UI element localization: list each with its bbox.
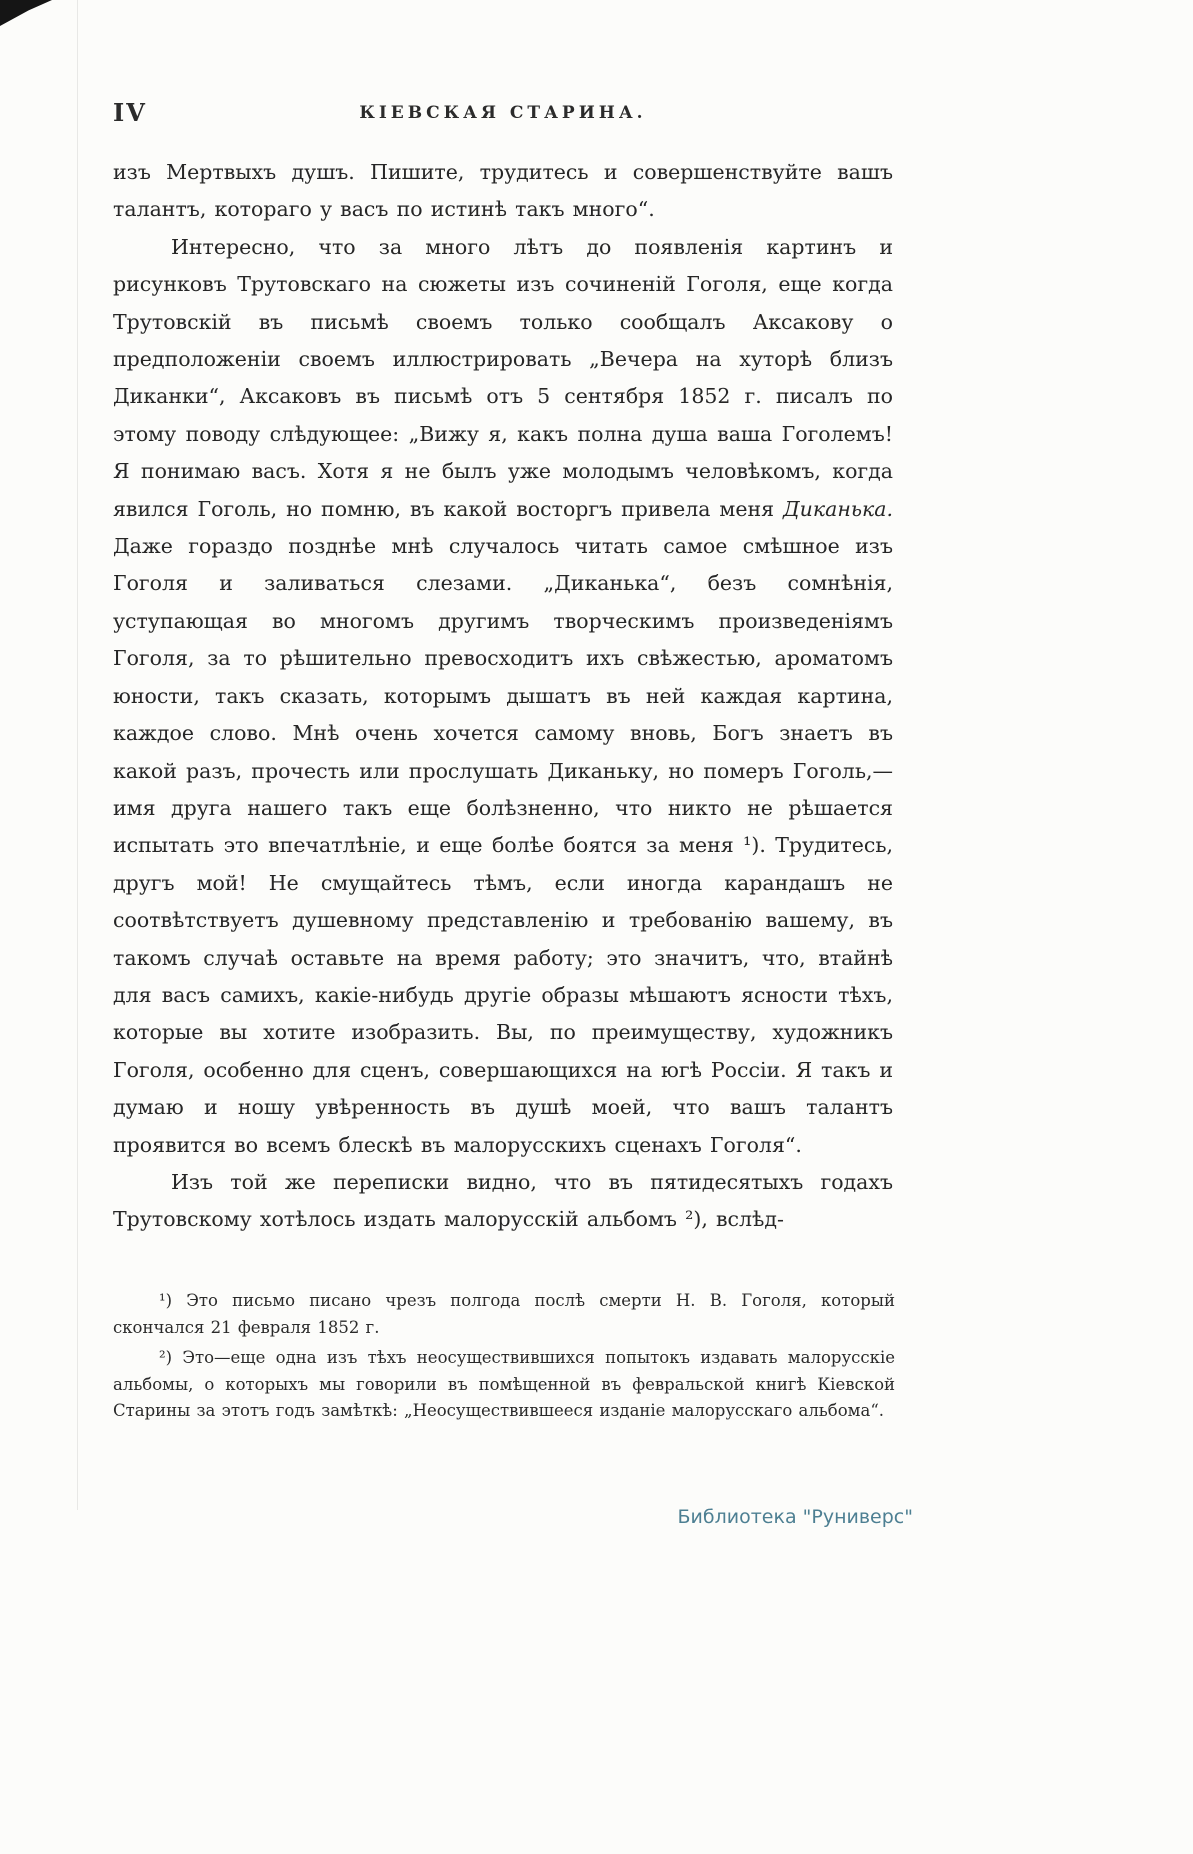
journal-title: КІЕВСКАЯ СТАРИНА.: [359, 103, 647, 123]
paragraph-text-italic: Диканька.: [783, 496, 893, 521]
footnotes-section: [113, 1288, 895, 1429]
body-text: [113, 154, 893, 1239]
scan-gutter-line: [77, 0, 78, 1510]
page-header: [113, 98, 893, 138]
paragraph-text: Изъ той же переписки видно, что въ пятидесятыхъ годахъ Трутовскому хотѣлось издать малорусскій альбомъ ²), вслѣд-: [113, 1169, 893, 1232]
paragraph-text: Даже гораздо позднѣе мнѣ случалось читать самое смѣшное изъ Гоголя и заливаться слезами. „Диканька“, безъ сомнѣнія, уступающая во многомъ другимъ творческимъ произведеніямъ Гоголя, за то рѣшительно превосходитъ ихъ свѣжестью, ароматомъ юности, такъ сказать, которымъ дышатъ въ ней каждая картина, каждое слово. Мнѣ очень хочется самому вновь, Богъ знаетъ въ какой разъ, прочесть или прослушать Диканьку, но померъ Гоголь,—имя друга нашего такъ еще болѣзненно, что никто не рѣшается испытать это впечатлѣніе, и еще болѣе боятся за меня ¹). Трудитесь, другъ мой! Не смущайтесь тѣмъ, если иногда карандашъ не соотвѣтствуетъ душевному представленію и требованію вашему, въ такомъ случаѣ оставьте на время работу; это значитъ, что, втайнѣ для васъ самихъ, какіе-нибудь другіе образы мѣшаютъ ясности тѣхъ, которые вы хотите изобразить. Вы, по преимуществу, художникъ Гоголя, особенно для сценъ, совершающихся на югѣ Россіи. Я такъ и думаю и ношу увѣренность въ душѣ моей, что вашъ талантъ проявится во всемъ блескѣ въ малорусскихъ сценахъ Гоголя“.: [113, 534, 893, 1157]
paragraph: [113, 229, 893, 1164]
footnote-2: ²) Это—еще одна изъ тѣхъ неосуществившихся попытокъ издавать малорусскіе альбомы, о которыхъ мы говорили въ помѣщенной въ февральской книгѣ Кіевской Старины за этотъ годъ замѣткѣ: „Неосуществившееся изданіе малорусскаго альбома“.: [113, 1348, 895, 1421]
paragraph-continuation: [113, 154, 893, 229]
paragraph-text: Интересно, что за много лѣтъ до появленія картинъ и рисунковъ Трутовскаго на сюжеты изъ сочиненій Гоголя, еще когда Трутовскій въ письмѣ своемъ только сообщалъ Аксакову о предположеніи своемъ иллюстрировать „Вечера на хуторѣ близъ Диканки“, Аксаковъ въ письмѣ отъ 5 сентября 1852 г. писалъ по этому поводу слѣдующее: „Вижу я, какъ полна душа ваша Гоголемъ! Я понимаю васъ. Хотя я не былъ уже молодымъ человѣкомъ, когда явился Гоголь, но помню, въ какой восторгъ привела меня: [113, 234, 893, 521]
scan-corner-artifact: [0, 0, 52, 26]
footnote-1: ¹) Это письмо писано чрезъ полгода послѣ смерти Н. В. Гоголя, который скончался 21 февраля 1852 г.: [113, 1291, 895, 1337]
paragraph-text: изъ Мертвыхъ душъ. Пишите, трудитесь и совершенствуйте вашъ талантъ, котораго у васъ по истинѣ такъ много“.: [113, 160, 893, 222]
page-number: IV: [113, 98, 147, 127]
paragraph: [113, 1164, 893, 1239]
library-watermark: Библиотека "Руниверс": [677, 1506, 913, 1528]
